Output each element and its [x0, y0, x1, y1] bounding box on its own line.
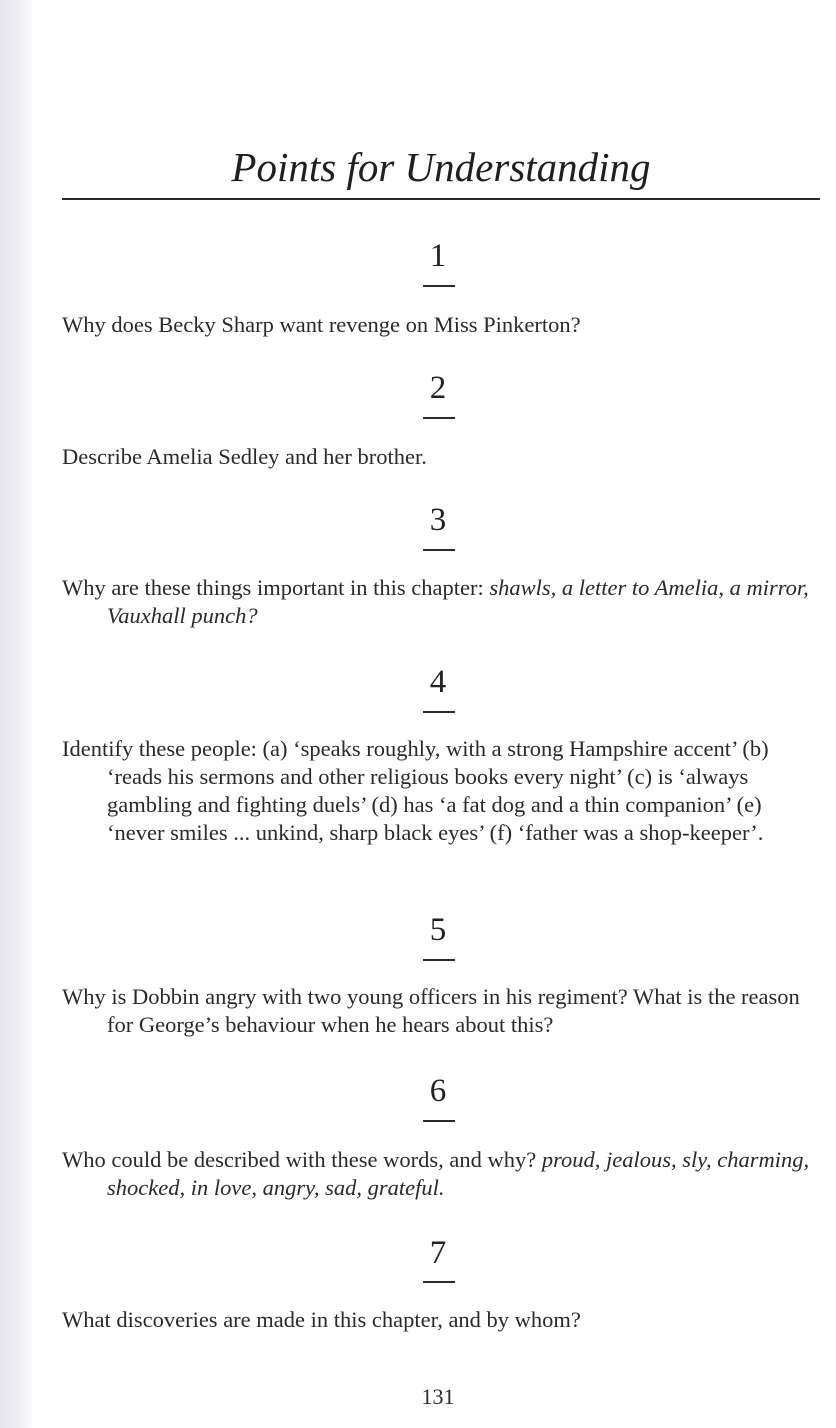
title-rule	[62, 198, 820, 200]
section-rule-6	[423, 1120, 455, 1122]
question-5-text: Why is Dobbin angry with two young officers in his regiment? What is the reason for George’s behaviour when he hears about this?	[62, 984, 800, 1037]
question-3	[62, 574, 822, 630]
question-5	[62, 983, 822, 1039]
section-number-1: 1	[429, 238, 447, 274]
section-number-3: 3	[429, 502, 447, 538]
page-gutter-shadow	[0, 0, 32, 1428]
section-number-6: 6	[429, 1073, 447, 1109]
question-3-text: Why are these things important in this chapter:	[62, 575, 490, 600]
question-4	[62, 735, 822, 847]
section-rule-2	[423, 417, 455, 419]
question-7	[62, 1306, 822, 1334]
section-number-2: 2	[429, 370, 447, 406]
section-number-5: 5	[429, 912, 447, 948]
question-7-text: What discoveries are made in this chapter, and by whom?	[62, 1307, 581, 1332]
section-number-4: 4	[429, 664, 447, 700]
question-6-text: Who could be described with these words, and why?	[62, 1147, 542, 1172]
section-rule-1	[423, 285, 455, 287]
section-rule-5	[423, 959, 455, 961]
section-rule-7	[423, 1281, 455, 1283]
question-6-italic-words: proud, jealous, sly, charming, shocked, in love, angry, sad, grateful.	[107, 1147, 810, 1200]
section-rule-4	[423, 711, 455, 713]
question-4-text: Identify these people: (a) ‘speaks roughly, with a strong Hampshire accent’ (b) ‘reads his sermons and other religious books every night’ (c) is ‘always gambling and fighting duels’ (d) has ‘a fat dog and a thin companion’ (e) ‘never smiles ... unkind, sharp black eyes’ (f) ‘father was a shop-keeper’.	[62, 736, 769, 845]
question-3-italic-terms: shawls, a letter to Amelia, a mirror, Vauxhall punch?	[107, 575, 809, 628]
page-title: Points for Understanding	[231, 144, 651, 190]
question-6	[62, 1146, 822, 1202]
question-2	[62, 443, 822, 471]
question-1	[62, 311, 822, 339]
section-rule-3	[423, 549, 455, 551]
section-number-7: 7	[429, 1235, 447, 1271]
page-number: 131	[421, 1384, 455, 1409]
question-2-text: Describe Amelia Sedley and her brother.	[62, 444, 427, 469]
question-1-text: Why does Becky Sharp want revenge on Miss Pinkerton?	[62, 312, 581, 337]
